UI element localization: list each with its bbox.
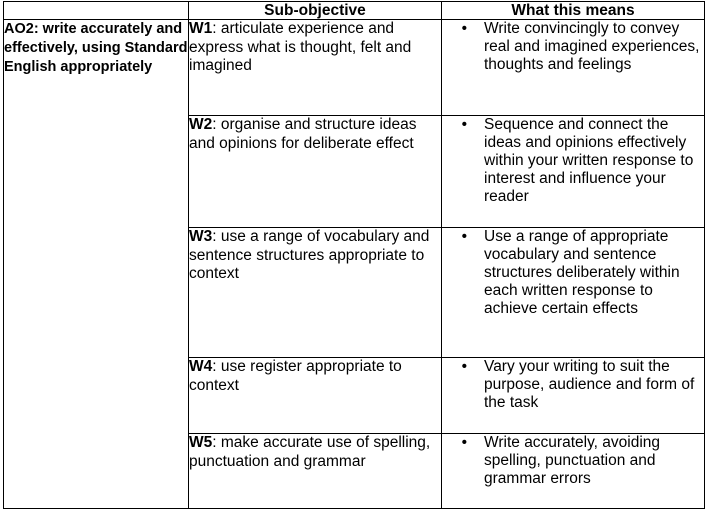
sub-objective-text: : use a range of vocabulary and sentence structures appropriate to context — [189, 228, 430, 282]
assessment-objectives-table — [3, 1, 705, 509]
header-empty — [4, 2, 189, 20]
table-row — [4, 20, 705, 116]
meaning-cell — [442, 358, 705, 434]
meaning-cell — [442, 228, 705, 358]
meaning-text: Vary your writing to suit the purpose, audience and form of the task — [484, 358, 695, 411]
sub-objective-text: : make accurate use of spelling, punctuation and grammar — [189, 434, 431, 470]
bullet-icon: • — [461, 116, 467, 133]
meaning-text: Write convincingly to convey real and imagined experiences, thoughts and feelings — [484, 20, 700, 73]
bullet-icon: • — [461, 434, 467, 451]
bullet-icon: • — [461, 228, 467, 245]
header-row — [4, 2, 705, 20]
sub-objective-cell — [189, 358, 442, 434]
sub-objective-cell — [189, 116, 442, 228]
sub-objective-code: W3 — [189, 228, 213, 245]
meaning-text: Sequence and connect the ideas and opinions effectively within your written response to interest and influence your reader — [484, 116, 694, 205]
objective-cell — [4, 20, 189, 509]
sub-objective-code: W2 — [189, 116, 213, 133]
meaning-cell — [442, 434, 705, 509]
sub-objective-code: W5 — [189, 434, 213, 451]
meaning-cell — [442, 116, 705, 228]
sub-objective-text: : use register appropriate to context — [189, 358, 402, 394]
objective-text: AO2: write accurately and effectively, using Standard English appropriately — [4, 21, 188, 75]
sub-objective-cell — [189, 228, 442, 358]
sub-objective-code: W4 — [189, 358, 213, 375]
bullet-icon: • — [461, 358, 467, 375]
header-sub-objective: Sub-objective — [189, 2, 442, 20]
meaning-cell — [442, 20, 705, 116]
sub-objective-cell — [189, 434, 442, 509]
header-what-this-means: What this means — [442, 2, 705, 20]
bullet-icon: • — [461, 20, 467, 37]
sub-objective-text: : organise and structure ideas and opinions for deliberate effect — [189, 116, 417, 152]
meaning-text: Use a range of appropriate vocabulary and sentence structures deliberately within each written response to achieve certain effects — [484, 228, 680, 317]
sub-objective-code: W1 — [189, 20, 213, 37]
sub-objective-cell — [189, 20, 442, 116]
sub-objective-text: : articulate experience and express what is thought, felt and imagined — [189, 20, 412, 74]
meaning-text: Write accurately, avoiding spelling, punctuation and grammar errors — [484, 434, 661, 487]
